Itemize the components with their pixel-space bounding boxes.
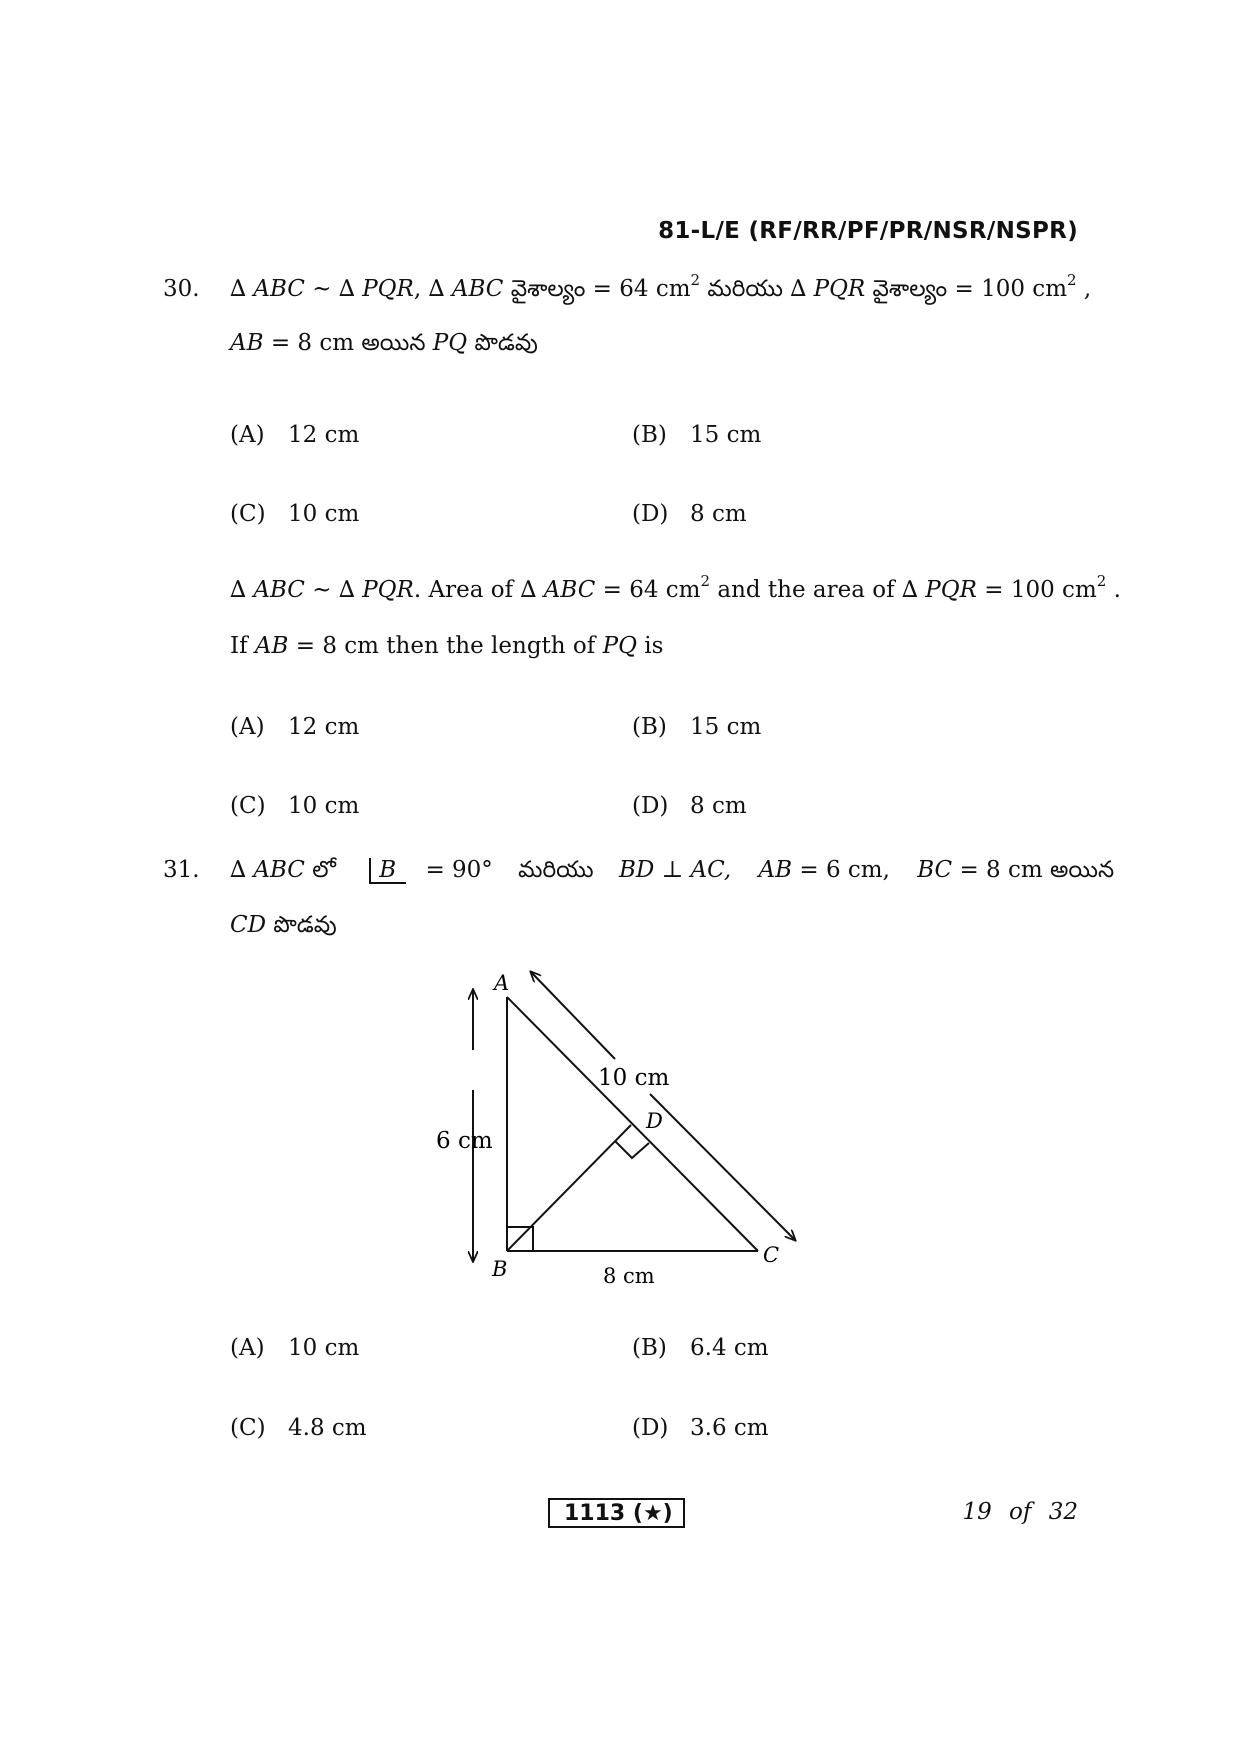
ab-length-label: 6 cm [436, 1128, 493, 1154]
q30-en-line2: If AB = 8 cm then the length of PQ is [230, 633, 664, 659]
q30-te-option-a[interactable]: (A) 12 cm [230, 422, 360, 448]
paper-code: 81-L/E (RF/RR/PF/PR/NSR/NSPR) [658, 218, 1078, 244]
q30-en-option-c[interactable]: (C) 10 cm [230, 793, 360, 819]
q30-en-option-a[interactable]: (A) 12 cm [230, 714, 360, 740]
vertex-d-label: D [646, 1109, 663, 1133]
q30-en-option-b[interactable]: (B) 15 cm [632, 714, 762, 740]
question-number-31: 31. [163, 857, 200, 883]
q31-option-b[interactable]: (B) 6.4 cm [632, 1335, 769, 1361]
page-number: 19 of 32 [962, 1499, 1078, 1525]
vertex-b-label: B [492, 1257, 508, 1281]
q30-te-option-b[interactable]: (B) 15 cm [632, 422, 762, 448]
q31-option-a[interactable]: (A) 10 cm [230, 1335, 360, 1361]
angle-symbol: B [369, 858, 406, 884]
q31-option-c[interactable]: (C) 4.8 cm [230, 1415, 367, 1441]
question-number-30: 30. [163, 276, 200, 302]
q31-line2: CD పొడవు [230, 912, 337, 938]
altitude-bd [507, 1125, 631, 1251]
q30-te-option-d[interactable]: (D) 8 cm [632, 501, 747, 527]
q30-en-option-d[interactable]: (D) 8 cm [632, 793, 747, 819]
q30-en-line1: ∆ ABC ~ ∆ PQR. Area of ∆ ABC = 64 $cm^2$ and the area of ∆ PQR = 100 $cm^2$ . [230, 572, 1121, 603]
q30-te-option-c[interactable]: (C) 10 cm [230, 501, 360, 527]
vertex-c-label: C [763, 1243, 780, 1267]
arrow-downright-icon [650, 1094, 795, 1240]
right-angle-d [615, 1141, 649, 1158]
q31-line1: ∆ ABC లో B = 90° మరియు BD ⊥ AC, AB = 6 cm, BC = 8 cm అయిన [230, 857, 1115, 883]
booklet-code-box: 1113 (★) [548, 1498, 685, 1528]
q30-te-line1: ∆ ABC ~ ∆ PQR, ∆ ABC వైశాల్యం = 64 $cm^2$ మరియు ∆ PQR వైశాల్యం = 100 $cm^2$ , [230, 271, 1092, 302]
vertex-a-label: A [494, 971, 510, 995]
bc-length-label: 8 cm [603, 1264, 655, 1288]
hypotenuse-length-label: 10 cm [598, 1065, 670, 1091]
arrow-upleft-icon [531, 972, 615, 1059]
q30-te-line2: AB = 8 cm అయిన PQ పొడవు [230, 330, 538, 356]
q31-option-d[interactable]: (D) 3.6 cm [632, 1415, 769, 1441]
